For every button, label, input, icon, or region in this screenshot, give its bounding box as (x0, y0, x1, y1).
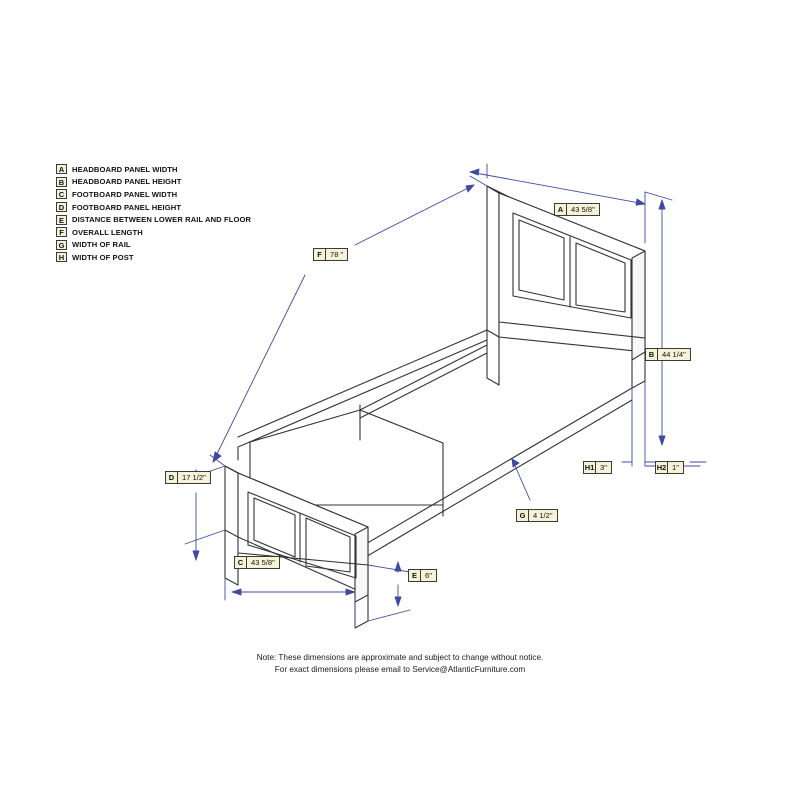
callout-value-h-2: 1" (672, 463, 679, 472)
legend-label-e: DISTANCE BETWEEN LOWER RAIL AND FLOOR (72, 215, 252, 225)
callout-f-overall-length (313, 248, 348, 261)
callout-e-rail-floor-distance (408, 569, 437, 582)
legend-label-a: HEADBOARD PANEL WIDTH (72, 164, 178, 174)
callout-c-footboard-panel-width (234, 556, 280, 569)
footer-note (0, 652, 800, 676)
legend-label-h: WIDTH OF POST (72, 252, 134, 262)
legend-item-a (56, 163, 316, 176)
callout-key-f: F (314, 249, 326, 260)
callout-value-b: 44 1/4" (662, 350, 686, 359)
callout-h-width-of-post-rail (583, 461, 612, 474)
legend-item-f (56, 226, 316, 239)
callout-value-g: 4 1/2" (533, 511, 553, 520)
callout-a-headboard-panel-width (554, 203, 600, 216)
legend-item-e (56, 213, 316, 226)
callout-value-e: 6" (425, 571, 432, 580)
callout-key-b: B (646, 349, 658, 360)
note-line-2: For exact dimensions please email to Service@AtlanticFurniture.com (274, 665, 526, 674)
legend-key-f: F (56, 227, 67, 237)
legend-item-b (56, 176, 316, 189)
legend-item-d (56, 201, 316, 214)
callout-value-a: 43 5/8" (571, 205, 595, 214)
callout-key-d: D (166, 472, 178, 483)
callout-h-width-of-post (655, 461, 684, 474)
legend-label-f: OVERALL LENGTH (72, 227, 143, 237)
callout-value-d: 17 1/2" (182, 473, 206, 482)
callout-b-headboard-panel-height (645, 348, 691, 361)
callout-value-f: 78 " (330, 250, 344, 259)
legend-label-c: FOOTBOARD PANEL WIDTH (72, 189, 178, 199)
legend (56, 163, 316, 264)
legend-item-g (56, 239, 316, 252)
note-line-1: Note: These dimensions are approximate and subject to change without notice. (256, 653, 544, 662)
legend-key-g: G (56, 240, 67, 250)
callout-d-footboard-panel-height (165, 471, 211, 484)
legend-key-e: E (56, 215, 67, 225)
legend-key-a: A (56, 164, 67, 174)
callout-key-h-2: H2 (656, 463, 667, 472)
legend-label-b: HEADBOARD PANEL HEIGHT (72, 177, 182, 187)
legend-label-g: WIDTH OF RAIL (72, 240, 131, 250)
legend-key-b: B (56, 177, 67, 187)
legend-item-c (56, 188, 316, 201)
legend-key-h: H (56, 252, 67, 262)
callout-value-h-1: 3" (600, 463, 607, 472)
callout-g-width-of-rail (516, 509, 558, 522)
callout-key-a: A (555, 204, 567, 215)
legend-label-d: FOOTBOARD PANEL HEIGHT (72, 202, 182, 212)
legend-key-c: C (56, 189, 67, 199)
callout-key-e: E (409, 570, 421, 581)
callout-key-h-1: H1 (584, 463, 595, 472)
legend-key-d: D (56, 202, 67, 212)
callout-key-c: C (235, 557, 247, 568)
callout-value-c: 43 5/8" (251, 558, 275, 567)
legend-item-h (56, 251, 316, 264)
callout-key-g: G (517, 510, 529, 521)
